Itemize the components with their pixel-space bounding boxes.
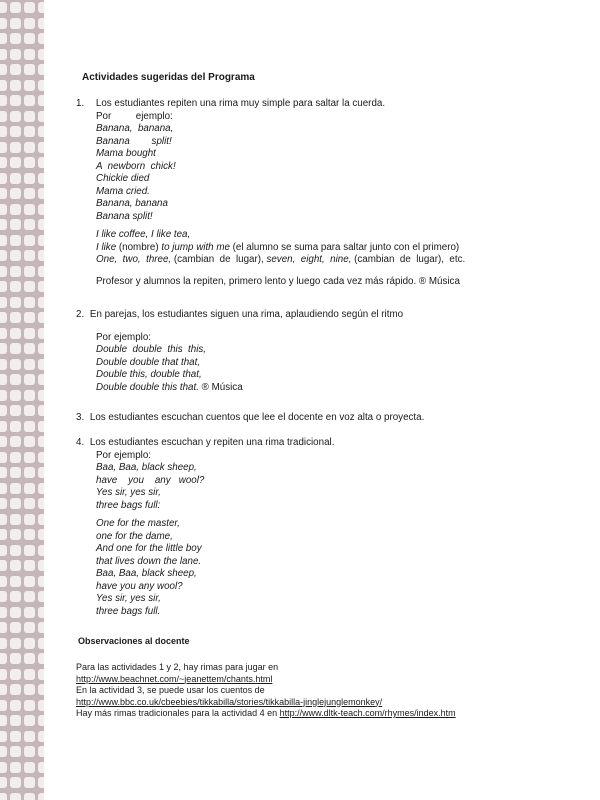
sidebar-pattern-square bbox=[10, 607, 21, 618]
sidebar-pattern-square bbox=[38, 483, 44, 494]
sidebar-pattern-square bbox=[24, 111, 35, 122]
sidebar-pattern-square bbox=[24, 328, 35, 339]
rhyme-line: One for the master, bbox=[96, 518, 180, 529]
sidebar-pattern-square bbox=[38, 731, 44, 742]
sidebar-pattern-square bbox=[0, 188, 7, 199]
sidebar-pattern-square bbox=[0, 95, 7, 106]
sidebar-pattern-square bbox=[0, 343, 7, 354]
sidebar-pattern-square bbox=[10, 638, 21, 649]
sidebar-pattern-square bbox=[0, 111, 7, 122]
rhyme-line: Banana split! bbox=[96, 135, 172, 147]
sidebar-pattern-square bbox=[38, 545, 44, 556]
sidebar-pattern-square bbox=[24, 142, 35, 153]
sidebar-pattern-square bbox=[24, 173, 35, 184]
sidebar-pattern-square bbox=[0, 173, 7, 184]
sidebar-pattern-square bbox=[24, 312, 35, 323]
sidebar-pattern-square bbox=[38, 95, 44, 106]
sidebar-pattern-square bbox=[24, 359, 35, 370]
sidebar-pattern-square bbox=[10, 95, 21, 106]
sidebar-pattern-square bbox=[0, 219, 7, 230]
sidebar-pattern-square bbox=[38, 157, 44, 168]
sidebar-pattern-square bbox=[24, 653, 35, 664]
sidebar-pattern-square bbox=[38, 33, 44, 44]
sidebar-pattern-square bbox=[0, 483, 7, 494]
rhyme-line: Yes sir, yes sir, bbox=[96, 487, 161, 498]
rhyme-line: that lives down the lane. bbox=[96, 555, 202, 567]
sidebar-pattern-square bbox=[24, 2, 35, 13]
rhyme-line: Yes sir, yes sir, bbox=[96, 593, 161, 604]
sidebar-pattern-square bbox=[0, 64, 7, 75]
sidebar-pattern-square bbox=[0, 653, 7, 664]
item-number: 1. bbox=[76, 98, 85, 109]
sidebar-pattern-square bbox=[24, 126, 35, 137]
rhyme-line: three bags full: bbox=[96, 499, 161, 511]
sidebar-pattern-square bbox=[10, 18, 21, 29]
sidebar-pattern-square bbox=[38, 436, 44, 447]
sidebar-pattern-square bbox=[38, 64, 44, 75]
sidebar-pattern-square bbox=[10, 2, 21, 13]
sidebar-pattern-square bbox=[24, 576, 35, 587]
sidebar-pattern-square bbox=[10, 529, 21, 540]
rhyme-line: Baa, Baa, black sheep, bbox=[96, 568, 197, 579]
sidebar-pattern-square bbox=[0, 142, 7, 153]
sidebar-pattern-square bbox=[38, 142, 44, 153]
sidebar-pattern-square bbox=[10, 421, 21, 432]
sidebar-pattern-square bbox=[38, 18, 44, 29]
rhyme-line: Double this, double that, bbox=[96, 369, 202, 380]
observation-line: En la actividad 3, se puede usar los cuentos de bbox=[76, 685, 265, 695]
rhyme-line: Double double that that, bbox=[96, 356, 201, 368]
sidebar-pattern-square bbox=[24, 452, 35, 463]
sidebar-pattern-square bbox=[0, 576, 7, 587]
sidebar-pattern-square bbox=[0, 467, 7, 478]
sidebar-pattern-square bbox=[10, 483, 21, 494]
sidebar-pattern-square bbox=[24, 219, 35, 230]
sidebar-pattern-square bbox=[0, 18, 7, 29]
sidebar-pattern-square bbox=[38, 576, 44, 587]
sidebar-pattern-square bbox=[38, 700, 44, 711]
sidebar-pattern-square bbox=[38, 359, 44, 370]
sidebar-pattern-square bbox=[10, 653, 21, 664]
sidebar-pattern-square bbox=[10, 591, 21, 602]
sidebar-pattern-square bbox=[24, 607, 35, 618]
sidebar-pattern-square bbox=[24, 436, 35, 447]
activity-4 bbox=[76, 437, 576, 618]
sidebar-pattern-square bbox=[10, 731, 21, 742]
sidebar-pattern-square bbox=[10, 498, 21, 509]
sidebar-pattern-square bbox=[10, 762, 21, 773]
sidebar-pattern-square bbox=[24, 529, 35, 540]
sidebar-pattern-square bbox=[0, 359, 7, 370]
sidebar-pattern-square bbox=[10, 157, 21, 168]
rhyme-line: I like coffee, I like tea, bbox=[96, 229, 191, 240]
sidebar-pattern-square bbox=[10, 390, 21, 401]
observations-title: Observaciones al docente bbox=[78, 636, 190, 646]
sidebar-pattern-square bbox=[0, 731, 7, 742]
sidebar-pattern-square bbox=[24, 669, 35, 680]
sidebar-pattern-square bbox=[24, 762, 35, 773]
observation-line: Hay más rimas tradicionales para la actividad 4 en bbox=[76, 708, 280, 718]
sidebar-pattern-square bbox=[38, 2, 44, 13]
sidebar-pattern-square bbox=[0, 328, 7, 339]
sidebar-pattern-square bbox=[38, 250, 44, 261]
sidebar-pattern-square bbox=[24, 638, 35, 649]
sidebar-pattern-square bbox=[38, 266, 44, 277]
sidebar-pattern-square bbox=[38, 498, 44, 509]
sidebar-pattern-square bbox=[10, 219, 21, 230]
sidebar-pattern-square bbox=[10, 715, 21, 726]
sidebar-pattern-square bbox=[10, 560, 21, 571]
sidebar-pattern-square bbox=[0, 793, 7, 800]
sidebar-pattern-square bbox=[10, 173, 21, 184]
sidebar-pattern-square bbox=[38, 452, 44, 463]
sidebar-pattern-square bbox=[0, 762, 7, 773]
sidebar-pattern-square bbox=[38, 653, 44, 664]
rhyme-line: Banana, banana bbox=[96, 198, 168, 209]
sidebar-pattern-square bbox=[38, 529, 44, 540]
sidebar-pattern-square bbox=[0, 49, 7, 60]
sidebar-pattern-square bbox=[10, 684, 21, 695]
sidebar-pattern-square bbox=[0, 312, 7, 323]
sidebar-pattern-square bbox=[10, 343, 21, 354]
example-label: Por ejemplo: bbox=[96, 110, 173, 122]
sidebar-pattern-square bbox=[0, 591, 7, 602]
sidebar-pattern-square bbox=[24, 343, 35, 354]
sidebar-pattern-square bbox=[24, 80, 35, 91]
example-label: Por ejemplo: bbox=[96, 331, 151, 343]
sidebar-pattern-square bbox=[0, 607, 7, 618]
sidebar-pattern-square bbox=[0, 746, 7, 757]
sidebar-pattern-square bbox=[0, 715, 7, 726]
sidebar-pattern-square bbox=[24, 33, 35, 44]
sidebar-pattern-square bbox=[24, 467, 35, 478]
sidebar-pattern-square bbox=[0, 421, 7, 432]
sidebar-pattern-square bbox=[24, 281, 35, 292]
sidebar-pattern-square bbox=[10, 359, 21, 370]
sidebar-pattern-square bbox=[24, 591, 35, 602]
sidebar-pattern-square bbox=[10, 452, 21, 463]
sidebar-pattern-square bbox=[10, 514, 21, 525]
rhyme-line: have you any wool? bbox=[96, 580, 183, 592]
sidebar-pattern-square bbox=[10, 328, 21, 339]
rhyme-line: Mama cried. bbox=[96, 185, 150, 197]
sidebar-pattern-square bbox=[0, 638, 7, 649]
item-number: 2. bbox=[76, 309, 85, 320]
sidebar-pattern-square bbox=[0, 498, 7, 509]
sidebar-pattern-square bbox=[24, 483, 35, 494]
sidebar-pattern-square bbox=[24, 95, 35, 106]
sidebar-pattern-square bbox=[24, 266, 35, 277]
sidebar-pattern-square bbox=[10, 188, 21, 199]
sidebar-pattern-square bbox=[38, 421, 44, 432]
sidebar-pattern-square bbox=[10, 545, 21, 556]
rhyme-line: Banana, banana, bbox=[96, 123, 174, 134]
sidebar-pattern-square bbox=[10, 467, 21, 478]
rhyme-line: Mama bought bbox=[96, 148, 156, 159]
sidebar-pattern-square bbox=[0, 250, 7, 261]
sidebar-pattern-square bbox=[38, 669, 44, 680]
item-intro: Los estudiantes escuchan cuentos que lee el docente en voz alta o proyecta. bbox=[89, 412, 425, 423]
sidebar-pattern-square bbox=[24, 746, 35, 757]
page-title: Actividades sugeridas del Programa bbox=[82, 72, 255, 83]
sidebar-pattern-square bbox=[0, 514, 7, 525]
sidebar-pattern-square bbox=[24, 793, 35, 800]
activity-3 bbox=[76, 412, 576, 425]
sidebar-pattern-square bbox=[24, 188, 35, 199]
observations-body bbox=[76, 662, 456, 720]
sidebar-pattern-square bbox=[38, 49, 44, 60]
sidebar-pattern-square bbox=[0, 669, 7, 680]
rhyme-line: Baa, Baa, black sheep, bbox=[96, 462, 197, 473]
sidebar-pattern-square bbox=[10, 793, 21, 800]
item-number: 4. bbox=[76, 437, 85, 448]
sidebar-pattern-square bbox=[38, 560, 44, 571]
sidebar-pattern-square bbox=[38, 793, 44, 800]
sidebar-pattern-square bbox=[38, 297, 44, 308]
sidebar-pattern-square bbox=[0, 405, 7, 416]
sidebar-pattern-square bbox=[38, 126, 44, 137]
item-intro: Los estudiantes escuchan y repiten una rima tradicional. bbox=[89, 437, 335, 448]
sidebar-pattern-square bbox=[24, 514, 35, 525]
item-number: 3. bbox=[76, 412, 85, 423]
sidebar-pattern-square bbox=[0, 452, 7, 463]
sidebar-pattern-square bbox=[38, 235, 44, 246]
sidebar-pattern-square bbox=[38, 607, 44, 618]
sidebar-pattern-square bbox=[10, 266, 21, 277]
sidebar-pattern-square bbox=[0, 204, 7, 215]
sidebar-pattern-square bbox=[24, 498, 35, 509]
sidebar-pattern-square bbox=[10, 312, 21, 323]
sidebar-pattern-square bbox=[38, 638, 44, 649]
item-intro: En parejas, los estudiantes siguen una rima, aplaudiendo según el ritmo bbox=[89, 309, 404, 320]
sidebar-pattern-square bbox=[24, 49, 35, 60]
rhyme-line: A newborn chick! bbox=[96, 160, 176, 172]
sidebar-pattern-square bbox=[10, 64, 21, 75]
sidebar-pattern-square bbox=[24, 235, 35, 246]
activity-note: Profesor y alumnos la repiten, primero lento y luego cada vez más rápido. ® Música bbox=[96, 275, 460, 287]
sidebar-pattern-square bbox=[0, 266, 7, 277]
sidebar-pattern-square bbox=[38, 188, 44, 199]
sidebar-pattern-square bbox=[24, 250, 35, 261]
sidebar-pattern-square bbox=[24, 622, 35, 633]
sidebar-pattern-square bbox=[38, 281, 44, 292]
sidebar-pattern-square bbox=[38, 715, 44, 726]
sidebar-pattern-square bbox=[38, 514, 44, 525]
sidebar-pattern-square bbox=[38, 374, 44, 385]
sidebar-pattern-square bbox=[0, 126, 7, 137]
link-bbc[interactable]: http://www.bbc.co.uk/cbeebies/tikkabilla/stories/tikkabilla-jinglejunglemonkey/ bbox=[76, 696, 383, 707]
link-beachnet[interactable]: http://www.beachnet.com/~jeanettem/chants.html bbox=[76, 673, 273, 684]
sidebar-pattern-square bbox=[38, 777, 44, 788]
rhyme-line-mixed: Double double this that. ® Música bbox=[96, 381, 243, 393]
sidebar-pattern-square bbox=[10, 142, 21, 153]
sidebar-pattern-square bbox=[10, 297, 21, 308]
sidebar-pattern-square bbox=[10, 80, 21, 91]
sidebar-pattern-square bbox=[0, 436, 7, 447]
sidebar-pattern-square bbox=[38, 343, 44, 354]
sidebar-pattern-square bbox=[38, 405, 44, 416]
sidebar-pattern-square bbox=[24, 405, 35, 416]
sidebar-pattern-square bbox=[24, 684, 35, 695]
link-dltk[interactable]: http://www.dltk-teach.com/rhymes/index.htm bbox=[279, 708, 456, 718]
sidebar-pattern-square bbox=[38, 111, 44, 122]
sidebar-pattern-square bbox=[10, 235, 21, 246]
sidebar-pattern-square bbox=[24, 204, 35, 215]
sidebar-pattern-square bbox=[10, 49, 21, 60]
sidebar-pattern-square bbox=[0, 700, 7, 711]
sidebar-pattern-square bbox=[10, 622, 21, 633]
sidebar-pattern-square bbox=[0, 777, 7, 788]
example-label: Por ejemplo: bbox=[96, 449, 151, 461]
sidebar-pattern-square bbox=[0, 157, 7, 168]
sidebar-pattern-square bbox=[10, 374, 21, 385]
sidebar-pattern-square bbox=[24, 700, 35, 711]
sidebar-pattern-square bbox=[10, 436, 21, 447]
observation-line: Para las actividades 1 y 2, hay rimas para jugar en bbox=[76, 662, 279, 672]
rhyme-line: one for the dame, bbox=[96, 530, 173, 542]
sidebar-pattern-square bbox=[38, 80, 44, 91]
sidebar-pattern-square bbox=[38, 328, 44, 339]
sidebar-pattern-square bbox=[10, 33, 21, 44]
sidebar-pattern-square bbox=[0, 33, 7, 44]
sidebar-pattern-square bbox=[24, 297, 35, 308]
sidebar-pattern-square bbox=[24, 64, 35, 75]
sidebar-pattern-square bbox=[0, 80, 7, 91]
sidebar-pattern-square bbox=[0, 545, 7, 556]
sidebar-pattern-square bbox=[10, 700, 21, 711]
sidebar-pattern-square bbox=[38, 746, 44, 757]
sidebar-pattern-square bbox=[0, 2, 7, 13]
sidebar-pattern-square bbox=[0, 684, 7, 695]
sidebar-pattern-square bbox=[38, 591, 44, 602]
sidebar-pattern-square bbox=[38, 219, 44, 230]
rhyme-line-mixed: One, two, three, (cambian de lugar), seven, eight, nine, (cambian de lugar), etc. bbox=[96, 254, 466, 265]
sidebar-pattern-square bbox=[24, 421, 35, 432]
sidebar-pattern-square bbox=[10, 669, 21, 680]
sidebar-pattern-square bbox=[10, 405, 21, 416]
activity-2 bbox=[76, 309, 576, 394]
rhyme-line: Double double this this, bbox=[96, 344, 207, 355]
rhyme-line: Chickie died bbox=[96, 173, 150, 184]
sidebar-pattern-square bbox=[38, 312, 44, 323]
decorative-sidebar bbox=[0, 0, 44, 800]
sidebar-pattern-square bbox=[0, 281, 7, 292]
sidebar-pattern-square bbox=[38, 173, 44, 184]
item-intro: Los estudiantes repiten una rima muy simple para saltar la cuerda. bbox=[95, 98, 386, 109]
sidebar-pattern-square bbox=[24, 18, 35, 29]
sidebar-pattern-square bbox=[24, 390, 35, 401]
sidebar-pattern-square bbox=[0, 297, 7, 308]
sidebar-pattern-square bbox=[10, 126, 21, 137]
sidebar-pattern-square bbox=[24, 715, 35, 726]
sidebar-pattern-square bbox=[0, 390, 7, 401]
sidebar-pattern-square bbox=[38, 467, 44, 478]
sidebar-pattern-square bbox=[24, 560, 35, 571]
sidebar-pattern-square bbox=[10, 250, 21, 261]
rhyme-line-mixed: I like (nombre) to jump with me (el alumno se suma para saltar junto con el primero) bbox=[96, 241, 460, 253]
sidebar-pattern-square bbox=[38, 684, 44, 695]
sidebar-pattern-square bbox=[0, 560, 7, 571]
sidebar-pattern-square bbox=[38, 762, 44, 773]
sidebar-pattern-square bbox=[38, 390, 44, 401]
rhyme-line: Banana split! bbox=[96, 210, 153, 222]
sidebar-pattern-square bbox=[10, 777, 21, 788]
activity-1 bbox=[76, 98, 576, 288]
sidebar-pattern-square bbox=[0, 529, 7, 540]
sidebar-pattern-square bbox=[24, 731, 35, 742]
sidebar-pattern-square bbox=[0, 374, 7, 385]
sidebar-pattern-square bbox=[24, 157, 35, 168]
sidebar-pattern-square bbox=[10, 111, 21, 122]
rhyme-line: And one for the little boy bbox=[96, 543, 202, 554]
sidebar-pattern-square bbox=[10, 204, 21, 215]
sidebar-pattern-square bbox=[10, 281, 21, 292]
sidebar-pattern-square bbox=[0, 235, 7, 246]
sidebar-pattern-square bbox=[24, 777, 35, 788]
sidebar-pattern-square bbox=[24, 374, 35, 385]
rhyme-line: three bags full. bbox=[96, 605, 161, 617]
sidebar-pattern-square bbox=[24, 545, 35, 556]
sidebar-pattern-square bbox=[38, 622, 44, 633]
sidebar-pattern-square bbox=[10, 576, 21, 587]
sidebar-pattern-square bbox=[0, 622, 7, 633]
sidebar-pattern-square bbox=[38, 204, 44, 215]
rhyme-line: have you any wool? bbox=[96, 474, 205, 486]
sidebar-pattern-square bbox=[10, 746, 21, 757]
